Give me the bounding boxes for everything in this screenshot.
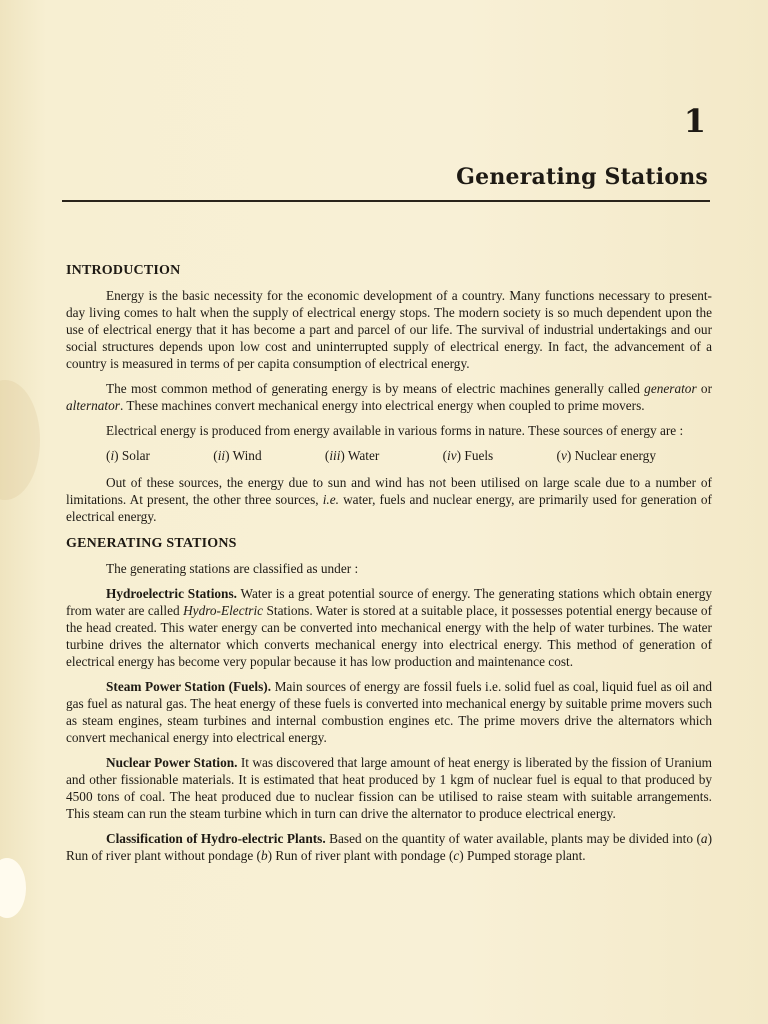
nuclear-power-paragraph: Nuclear Power Station. It was discovered that large amount of heat energy is liberated by the fission of Uranium and other fissionable materials. It is estimated that heat produced by 1 kgm of nuclear fuel is equal to that produced by 4500 tons of coal. The heat produced due to nuclear fission can be utilised to raise steam with suitable arrangements. This steam can run the steam turbine which in turn can drive the alternator to produce electrical energy. bbox=[66, 755, 712, 821]
intro-paragraph-2: The most common method of generating energy is by means of electric machines generally called generator or alternator. These machines convert mechanical energy into electrical energy when coupled to prime movers. bbox=[66, 381, 712, 413]
body-text bbox=[66, 262, 712, 872]
source-item: (iii) Water bbox=[324, 448, 380, 463]
source-item: (ii) Wind bbox=[213, 448, 262, 463]
intro-paragraph-3: Electrical energy is produced from energy available in various forms in nature. These sources of energy are : bbox=[106, 423, 684, 438]
source-item: (v) Nuclear energy bbox=[556, 448, 656, 463]
classification-paragraph: Classification of Hydro-electric Plants. Based on the quantity of water available, plants may be divided into (a) Run of river plant without pondage (b) Run of river plant with pondage (c) Pumped storage plant. bbox=[66, 831, 712, 863]
steam-power-paragraph: Steam Power Station (Fuels). Main sources of energy are fossil fuels i.e. solid fuel as coal, liquid fuel as oil and gas fuel as natural gas. The heat energy of these fuels is converted into mechanical energy by suitable prime movers such as steam engines, steam turbines and internal combustion engines etc. The prime movers drive the alternators which convert mechanical energy into electrical energy. bbox=[66, 679, 713, 745]
title-divider bbox=[62, 200, 710, 202]
section-heading-generating-stations: GENERATING STATIONS bbox=[66, 536, 237, 551]
hydroelectric-paragraph: Hydroelectric Stations. Water is a great potential source of energy. The generating stations which obtain energy from water are called Hydro-Electric Stations. Water is stored at a suitable place, it possesses potential energy because of the head created. This water energy can be converted into mechanical energy with the help of water turbines. The water turbine drives the alternator which converts mechanical energy into electrical energy. This method of generation of electrical energy has become very popular because it has low production and maintenance cost. bbox=[66, 586, 713, 669]
chapter-number: 1 bbox=[683, 102, 706, 140]
paper-stain bbox=[0, 380, 40, 500]
intro-paragraph-1: Energy is the basic necessity for the economic development of a country. Many functions necessary to present-day living comes to halt when the supply of electrical energy stops. The modern society is so much dependent upon the use of electrical energy that it has become a part and parcel of our life. The survival of industrial undertakings and our social structures depends upon low cost and uninterrupted supply of electrical energy. In fact, the advancement of a country is measured in terms of per capita consumption of electrical energy. bbox=[66, 288, 712, 371]
stations-intro: The generating stations are classified as under : bbox=[106, 561, 359, 576]
source-item: (i) Solar bbox=[106, 448, 150, 463]
source-item: (iv) Fuels bbox=[442, 448, 494, 463]
paper-worn-spot bbox=[0, 858, 26, 918]
chapter-title: Generating Stations bbox=[456, 164, 708, 190]
section-heading-introduction: INTRODUCTION bbox=[66, 263, 181, 278]
energy-sources-list bbox=[66, 447, 712, 464]
intro-paragraph-4: Out of these sources, the energy due to sun and wind has not been utilised on large scale due to a number of limitations. At present, the other three sources, i.e. water, fuels and nuclear energy, are primarily used for generation of electrical energy. bbox=[66, 475, 712, 524]
